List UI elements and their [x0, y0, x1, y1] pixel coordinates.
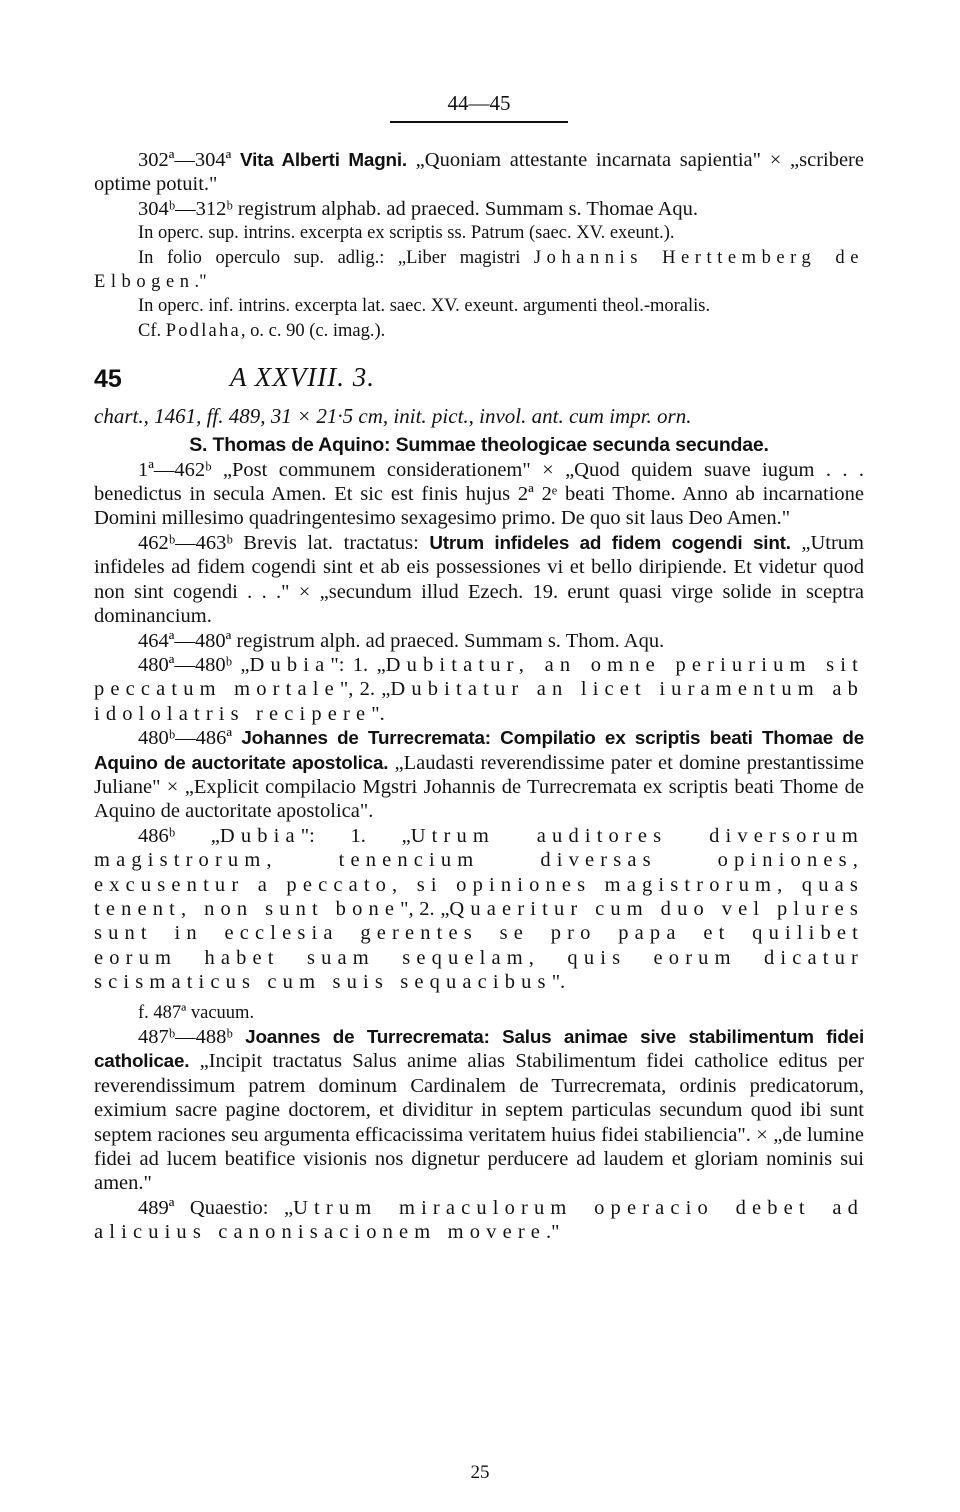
entry-44-item-registrum [94, 197, 864, 221]
spaced-name: Podlaha [165, 320, 241, 341]
folio-range: 489ª [138, 1196, 175, 1219]
entry-44-note-operc-inf: In operc. inf. intrins. excerpta lat. saec. XV. exeunt. argumenti theol.-moralis. [138, 296, 711, 317]
shelfmark: A XXVIII. 3. [230, 362, 375, 393]
item-title: Johannes de Turrecremata: Compilatio ex scriptis beati Thomae de Aquino de auctoritate apostolica. [94, 727, 864, 773]
item-text: registrum alphab. ad praeced. Summam s. Thomae Aqu. [232, 197, 699, 220]
page-number: 25 [470, 1462, 490, 1483]
folio-range: 464ª—480ª [138, 629, 232, 652]
entry-45-item-registrum: 464ª—480ª registrum alph. ad praeced. Summam s. Thom. Aqu. [138, 629, 665, 652]
header-rule [390, 121, 568, 123]
folio-range: 487ᵇ—488ᵇ [138, 1026, 233, 1048]
entry-45-item-summa [94, 458, 864, 531]
entry-44-note-cf: Cf. Podlaha, o. c. 90 (c. imag.). [138, 320, 386, 341]
item-title: Vita Alberti Magni. [240, 149, 407, 170]
entry-44-note-operc-sup: In operc. sup. intrins. excerpta ex scriptis ss. Patrum (saec. XV. exeunt.). [138, 223, 675, 244]
entry-45-note-vacuum: f. 487ª vacuum. [138, 1002, 255, 1023]
folio-range: 480ª—480ᵇ [138, 653, 233, 676]
spaced-name: Johannis Herttemberg de Elbogen [94, 247, 864, 293]
folio-range: 302ª—304ª [138, 149, 232, 171]
entry-45-item-dubia-1: 480ª—480ᵇ „Dubia": 1. „Dubitatur, an omne periurium sit peccatum mortale", 2. „Dubitatur an licet iuramentum ab idololatris recipere". [94, 653, 864, 725]
running-header: 44—45 [447, 91, 511, 115]
item-title: Joannes de Turrecremata: Salus animae sive stabilimentum fidei catholicae. [94, 1026, 864, 1072]
folio-range: 304ᵇ—312ᵇ [138, 197, 233, 220]
entry-44-note-folio: In folio operculo sup. adlig.: „Liber magistri Johannis Herttemberg de Elbogen." [94, 247, 864, 293]
entry-45-item-tractatus: 462ᵇ—463ᵇ Brevis lat. tractatus: Utrum infideles ad fidem cogendi sint. „Utrum infideles ad fidem cogendi sint et ab eis possessiones vi et bello diripiende. Et videtur quod non sint cogendi . . ." × „secundum illud Ezech. 19. erunt quasi virge solide in sceptra dominancium. [94, 531, 864, 628]
entry-45-item-dubia-2: 486ᵇ „Dubia": 1. „Utrum auditores diversorum magistrorum, tenencium diversas opiniones, excusentur a peccato, si opiniones magistrorum, quas tenent, non sunt bone", 2. „Quaeritur cum duo vel plures sunt in ecclesia gerentes se pro papa et quilibet eorum habet suam sequelam, quis eorum dicatur scismaticus cum suis sequacibus". [94, 824, 865, 994]
entry-45-item-salus: 487ᵇ—488ᵇ Joannes de Turrecremata: Salus animae sive stabilimentum fidei catholicae. „Incipit tractatus Salus anime alias Stabilimentum fidei catholice editus per reverendissimum patrem dominum Cardinalem de Turrecremata, ordinis predicatorum, eximium sacre pagine doctorem, et dividitur in septem particulas secundum quod ibi sunt septem raciones seu argumenta efficacissima veritatem huius fidei stabiliencia". × „de lumine fidei ad lucem beatifice visionis nos dignetur perducere ad laudem et gloriam nominis sui amen." [94, 1026, 864, 1195]
item-text: „Quoniam attestante incarnata sapientia" × „scribere optime potuit." [94, 149, 864, 196]
folio-range: 462ᵇ—463ᵇ [138, 531, 233, 554]
item-title: Utrum infideles ad fidem cogendi sint. [429, 531, 791, 553]
entry-45-heading [94, 363, 864, 403]
entry-45-item-compilatio: 480ᵇ—486ª Johannes de Turrecremata: Compilatio ex scriptis beati Thomae de Aquino de auctoritate apostolica. „Laudasti reverendissime pater et domine prestantissime Juliane" × „Explicit compilacio Mgstri Johannis de Turrecremata ex scriptis beati Thome de Aquino de auctoritate apostolica". [94, 727, 864, 823]
folio-range: 486ᵇ [138, 824, 176, 847]
entry-45-title: S. Thomas de Aquino: Summae theologicae secunda secundae. [189, 434, 769, 457]
item-text: „Post communem considerationem" × „Quod quidem suave iugum . . . benedictus in secula Amen. Et sic est finis hujus 2ª 2ᵉ beati Thome. Anno ab incarnatione Domini millesimo quadringentesimo sexagesimo primo. De quo sit laus Deo Amen." [94, 458, 864, 530]
folio-range: 1ª—462ᵇ [138, 458, 212, 481]
entry-45-item-quaestio: 489ª Quaestio: „Utrum miraculorum operacio debet ad alicuius canonisacionem movere." [94, 1196, 864, 1244]
catalog-body [94, 148, 864, 1245]
entry-45-description: chart., 1461, ff. 489, 31 × 21·5 cm, init. pict., invol. ant. cum impr. orn. [94, 404, 692, 429]
folio-range: 480ᵇ—486ª [138, 727, 233, 750]
entry-number: 45 [94, 365, 122, 394]
entry-44-item-vita [94, 148, 864, 197]
